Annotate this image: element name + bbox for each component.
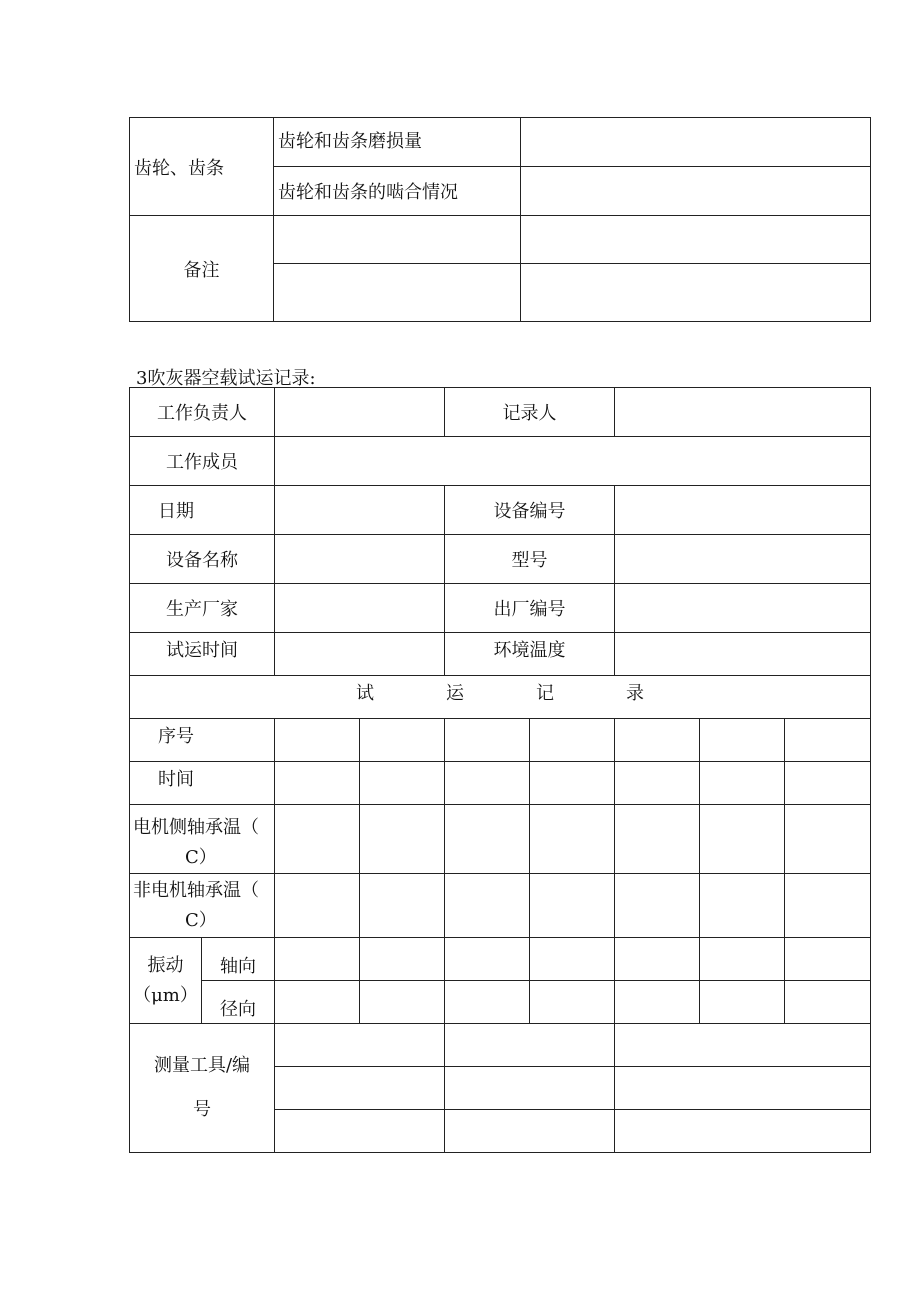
time-cell[interactable] xyxy=(530,762,615,805)
tool-cell[interactable] xyxy=(615,1024,871,1067)
remark-cell-2b[interactable] xyxy=(521,264,871,322)
non-motor-temp-cell[interactable] xyxy=(700,874,785,938)
radial-cell[interactable] xyxy=(700,981,785,1024)
equipment-name-label xyxy=(130,535,275,584)
seq-cell[interactable] xyxy=(360,719,445,762)
seq-cell[interactable] xyxy=(700,719,785,762)
seq-cell[interactable] xyxy=(275,719,360,762)
non-motor-temp-line1: 非电机轴承温（ xyxy=(133,879,259,901)
work-members-value[interactable] xyxy=(275,437,871,486)
measure-tools-label xyxy=(130,1024,275,1153)
record-title xyxy=(130,676,871,719)
factory-no-text: 出厂编号 xyxy=(493,599,566,620)
tool-cell[interactable] xyxy=(275,1024,445,1067)
equipment-no-text: 设备编号 xyxy=(493,501,566,522)
axial-cell[interactable] xyxy=(275,938,360,981)
gear-inspection-table xyxy=(129,117,871,322)
record-title-char-3: 记 xyxy=(536,683,554,704)
gear-mesh-value[interactable] xyxy=(521,167,871,216)
time-cell[interactable] xyxy=(700,762,785,805)
ambient-temp-value[interactable] xyxy=(615,633,871,676)
axial-label xyxy=(202,938,275,981)
test-time-value[interactable] xyxy=(275,633,445,676)
seq-cell[interactable] xyxy=(785,719,871,762)
equipment-name-text: 设备名称 xyxy=(166,550,238,571)
axial-cell[interactable] xyxy=(530,938,615,981)
test-time-label xyxy=(130,633,275,676)
remark-cell-1a[interactable] xyxy=(274,216,521,264)
test-time-text: 试运时间 xyxy=(166,640,238,661)
factory-no-value[interactable] xyxy=(615,584,871,633)
time-label xyxy=(130,762,275,805)
recorder-text: 记录人 xyxy=(502,403,557,424)
radial-cell[interactable] xyxy=(275,981,360,1024)
radial-text: 径向 xyxy=(220,999,256,1020)
manufacturer-text: 生产厂家 xyxy=(166,599,238,620)
equipment-no-label xyxy=(445,486,615,535)
time-cell[interactable] xyxy=(360,762,445,805)
tool-cell[interactable] xyxy=(615,1067,871,1110)
vibration-line2: （μm） xyxy=(133,984,198,1006)
axial-text: 轴向 xyxy=(220,956,256,977)
axial-cell[interactable] xyxy=(445,938,530,981)
seq-cell[interactable] xyxy=(615,719,700,762)
motor-temp-cell[interactable] xyxy=(615,805,700,874)
seq-no-text: 序号 xyxy=(158,726,194,747)
time-cell[interactable] xyxy=(445,762,530,805)
gear-label: 齿轮、齿条 xyxy=(134,157,224,179)
axial-cell[interactable] xyxy=(700,938,785,981)
seq-cell[interactable] xyxy=(530,719,615,762)
tool-cell[interactable] xyxy=(445,1067,615,1110)
recorder-value[interactable] xyxy=(615,388,871,437)
record-title-char-2: 运 xyxy=(446,683,464,704)
date-label xyxy=(130,486,275,535)
work-members-label xyxy=(130,437,275,486)
axial-cell[interactable] xyxy=(360,938,445,981)
model-value[interactable] xyxy=(615,535,871,584)
work-leader-text: 工作负责人 xyxy=(157,403,247,424)
gear-wear-label: 齿轮和齿条磨损量 xyxy=(278,131,422,152)
tool-cell[interactable] xyxy=(615,1110,871,1153)
motor-temp-cell[interactable] xyxy=(530,805,615,874)
seq-no-label xyxy=(130,719,275,762)
radial-cell[interactable] xyxy=(360,981,445,1024)
radial-cell[interactable] xyxy=(615,981,700,1024)
factory-no-label xyxy=(445,584,615,633)
time-cell[interactable] xyxy=(785,762,871,805)
non-motor-temp-cell[interactable] xyxy=(530,874,615,938)
motor-side-temp-label xyxy=(130,805,275,874)
motor-temp-cell[interactable] xyxy=(785,805,871,874)
work-leader-label xyxy=(130,388,275,437)
radial-cell[interactable] xyxy=(445,981,530,1024)
motor-temp-cell[interactable] xyxy=(445,805,530,874)
record-title-char-1: 试 xyxy=(356,683,374,704)
measure-tools-line2: 号 xyxy=(193,1099,211,1120)
remark-cell-2a[interactable] xyxy=(274,264,521,322)
gear-label-cell xyxy=(130,118,274,216)
seq-cell[interactable] xyxy=(445,719,530,762)
ambient-temp-label xyxy=(445,633,615,676)
motor-temp-cell[interactable] xyxy=(360,805,445,874)
model-text: 型号 xyxy=(511,550,548,571)
tool-cell[interactable] xyxy=(445,1024,615,1067)
date-value[interactable] xyxy=(275,486,445,535)
model-label xyxy=(445,535,615,584)
gear-wear-label-cell xyxy=(274,118,521,167)
ambient-temp-text: 环境温度 xyxy=(493,640,566,661)
vibration-label xyxy=(130,938,202,1024)
axial-cell[interactable] xyxy=(615,938,700,981)
equipment-no-value[interactable] xyxy=(615,486,871,535)
date-text: 日期 xyxy=(158,501,194,522)
gear-wear-value[interactable] xyxy=(521,118,871,167)
gear-mesh-label: 齿轮和齿条的啮合情况 xyxy=(278,182,458,203)
non-motor-temp-cell[interactable] xyxy=(615,874,700,938)
time-cell[interactable] xyxy=(275,762,360,805)
non-motor-temp-cell[interactable] xyxy=(275,874,360,938)
remark-cell-1b[interactable] xyxy=(521,216,871,264)
time-text: 时间 xyxy=(158,769,194,790)
test-run-record-table xyxy=(129,387,871,1153)
non-motor-temp-cell[interactable] xyxy=(445,874,530,938)
tool-cell[interactable] xyxy=(445,1110,615,1153)
manufacturer-label xyxy=(130,584,275,633)
radial-cell[interactable] xyxy=(785,981,871,1024)
non-motor-temp-label xyxy=(130,874,275,938)
non-motor-temp-cell[interactable] xyxy=(785,874,871,938)
record-title-char-4: 录 xyxy=(626,683,644,704)
measure-tools-line1: 测量工具/编 xyxy=(153,1055,251,1076)
section-caption: 3吹灰器空载试运记录: xyxy=(136,368,316,389)
motor-temp-cell[interactable] xyxy=(275,805,360,874)
tool-cell[interactable] xyxy=(275,1067,445,1110)
radial-cell[interactable] xyxy=(530,981,615,1024)
motor-side-temp-line1: 电机侧轴承温（ xyxy=(133,817,259,838)
motor-side-temp-line2: C） xyxy=(185,847,217,868)
manufacturer-value[interactable] xyxy=(275,584,445,633)
remark-label-cell xyxy=(130,216,274,322)
axial-cell[interactable] xyxy=(785,938,871,981)
gear-mesh-label-cell xyxy=(274,167,521,216)
tool-cell[interactable] xyxy=(275,1110,445,1153)
time-cell[interactable] xyxy=(615,762,700,805)
work-leader-value[interactable] xyxy=(275,388,445,437)
radial-label xyxy=(202,981,275,1024)
equipment-name-value[interactable] xyxy=(275,535,445,584)
work-members-text: 工作成员 xyxy=(166,452,238,473)
non-motor-temp-cell[interactable] xyxy=(360,874,445,938)
motor-temp-cell[interactable] xyxy=(700,805,785,874)
recorder-label xyxy=(445,388,615,437)
remark-label: 备注 xyxy=(183,259,220,281)
non-motor-temp-line2: C） xyxy=(185,909,217,931)
vibration-line1: 振动 xyxy=(147,954,184,976)
